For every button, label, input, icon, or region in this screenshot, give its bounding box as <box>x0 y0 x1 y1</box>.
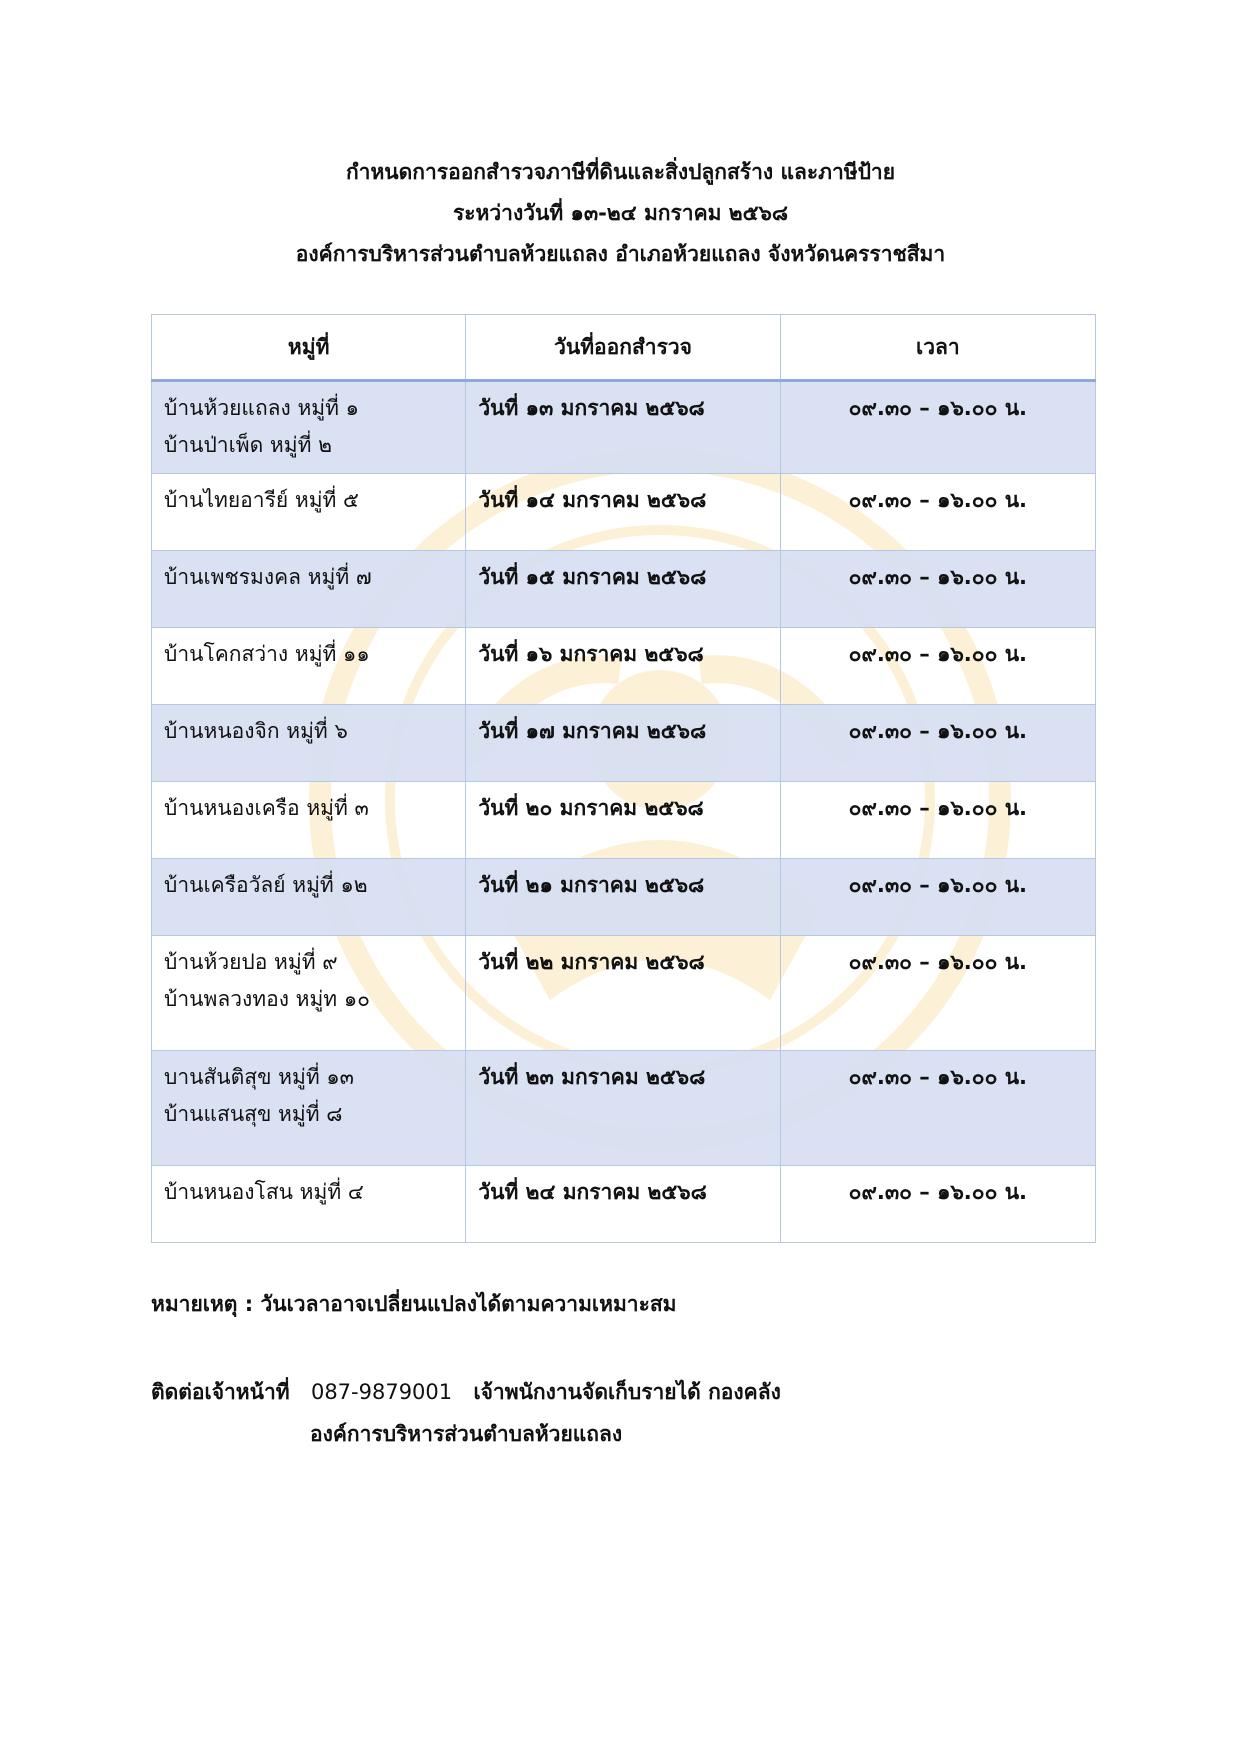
village-name: บ้านเครือวัลย์ หมู่ที่ ๑๒ <box>164 873 368 897</box>
title-line-1: กำหนดการออกสำรวจภาษีที่ดินและสิ่งปลูกสร้าง และภาษีป้าย <box>345 160 896 184</box>
village-cell <box>152 628 466 705</box>
village-name: บ้านแสนสุข หมู่ที่ ๘ <box>164 1102 343 1126</box>
village-name: บ้านไทยอารีย์ หมู่ที่ ๕ <box>164 488 359 512</box>
contact-phone: 087-9879001 <box>310 1380 453 1404</box>
table-row <box>152 859 1096 936</box>
survey-schedule-table <box>151 314 1096 1243</box>
village-cell <box>152 705 466 782</box>
village-name: บ้านป่าเพ็ด หมู่ที่ ๒ <box>164 433 332 457</box>
village-name: บ้านโคกสว่าง หมู่ที่ ๑๑ <box>164 642 370 666</box>
date-cell: วันที่ ๑๓ มกราคม ๒๕๖๘ <box>466 381 780 474</box>
table-row <box>152 474 1096 551</box>
contact-organization: องค์การบริหารส่วนตำบลห้วยแถลง <box>310 1422 623 1446</box>
table-row <box>152 705 1096 782</box>
date-cell: วันที่ ๒๒ มกราคม ๒๕๖๘ <box>466 936 780 1051</box>
village-cell <box>152 381 466 474</box>
table-row <box>152 551 1096 628</box>
remark-note: หมายเหตุ : วันเวลาอาจเปลี่ยนแปลงได้ตามความเหมาะสม <box>151 1292 677 1316</box>
table-row <box>152 381 1096 474</box>
village-name: บ้านหนองเครือ หมู่ที่ ๓ <box>164 796 369 820</box>
village-cell <box>152 936 466 1051</box>
title-line-2: ระหว่างวันที่ ๑๓-๒๔ มกราคม ๒๕๖๘ <box>452 201 789 225</box>
time-cell: ๐๙.๓๐ – ๑๖.๐๐ น. <box>780 705 1095 782</box>
date-cell: วันที่ ๒๐ มกราคม ๒๕๖๘ <box>466 782 780 859</box>
village-cell <box>152 474 466 551</box>
table-row <box>152 628 1096 705</box>
village-name: บ้านพลวงทอง หมู่ท ๑๐ <box>164 987 370 1011</box>
column-header-date: วันที่ออกสำรวจ <box>466 315 780 381</box>
time-cell: ๐๙.๓๐ – ๑๖.๐๐ น. <box>780 1051 1095 1166</box>
contact-label: ติดต่อเจ้าหน้าที่ <box>151 1380 290 1404</box>
title-line-3: องค์การบริหารส่วนตำบลห้วยแถลง อำเภอห้วยแถลง จังหวัดนครราชสีมา <box>295 242 946 266</box>
time-cell: ๐๙.๓๐ – ๑๖.๐๐ น. <box>780 859 1095 936</box>
date-cell: วันที่ ๑๗ มกราคม ๒๕๖๘ <box>466 705 780 782</box>
column-header-time: เวลา <box>780 315 1095 381</box>
village-name: บ้านหนองโสน หมู่ที่ ๔ <box>164 1180 364 1204</box>
contact-line <box>151 1376 781 1409</box>
date-cell: วันที่ ๒๑ มกราคม ๒๕๖๘ <box>466 859 780 936</box>
table-row <box>152 782 1096 859</box>
table-row <box>152 936 1096 1051</box>
document-header <box>0 152 1241 275</box>
contact-position: เจ้าพนักงานจัดเก็บรายได้ กองคลัง <box>473 1380 781 1404</box>
village-cell <box>152 1166 466 1243</box>
time-cell: ๐๙.๓๐ – ๑๖.๐๐ น. <box>780 381 1095 474</box>
table-row <box>152 1166 1096 1243</box>
village-name: บ้านหนองจิก หมู่ที่ ๖ <box>164 719 348 743</box>
village-name: บ้านห้วยปอ หมู่ที่ ๙ <box>164 950 338 974</box>
time-cell: ๐๙.๓๐ – ๑๖.๐๐ น. <box>780 551 1095 628</box>
date-cell: วันที่ ๑๔ มกราคม ๒๕๖๘ <box>466 474 780 551</box>
date-cell: วันที่ ๑๖ มกราคม ๒๕๖๘ <box>466 628 780 705</box>
date-cell: วันที่ ๑๕ มกราคม ๒๕๖๘ <box>466 551 780 628</box>
time-cell: ๐๙.๓๐ – ๑๖.๐๐ น. <box>780 936 1095 1051</box>
table-header-row <box>152 315 1096 381</box>
time-cell: ๐๙.๓๐ – ๑๖.๐๐ น. <box>780 1166 1095 1243</box>
date-cell: วันที่ ๒๓ มกราคม ๒๕๖๘ <box>466 1051 780 1166</box>
village-name: บ้านเพชรมงคล หมู่ที่ ๗ <box>164 565 372 589</box>
village-name: บ้านห้วยแถลง หมู่ที่ ๑ <box>164 396 359 420</box>
village-cell <box>152 859 466 936</box>
table-row <box>152 1051 1096 1166</box>
time-cell: ๐๙.๓๐ – ๑๖.๐๐ น. <box>780 474 1095 551</box>
village-cell <box>152 1051 466 1166</box>
date-cell: วันที่ ๒๔ มกราคม ๒๕๖๘ <box>466 1166 780 1243</box>
time-cell: ๐๙.๓๐ – ๑๖.๐๐ น. <box>780 782 1095 859</box>
time-cell: ๐๙.๓๐ – ๑๖.๐๐ น. <box>780 628 1095 705</box>
column-header-village: หมู่ที่ <box>152 315 466 381</box>
village-cell <box>152 551 466 628</box>
village-name: บานสันติสุข หมู่ที่ ๑๓ <box>164 1065 355 1089</box>
village-cell <box>152 782 466 859</box>
